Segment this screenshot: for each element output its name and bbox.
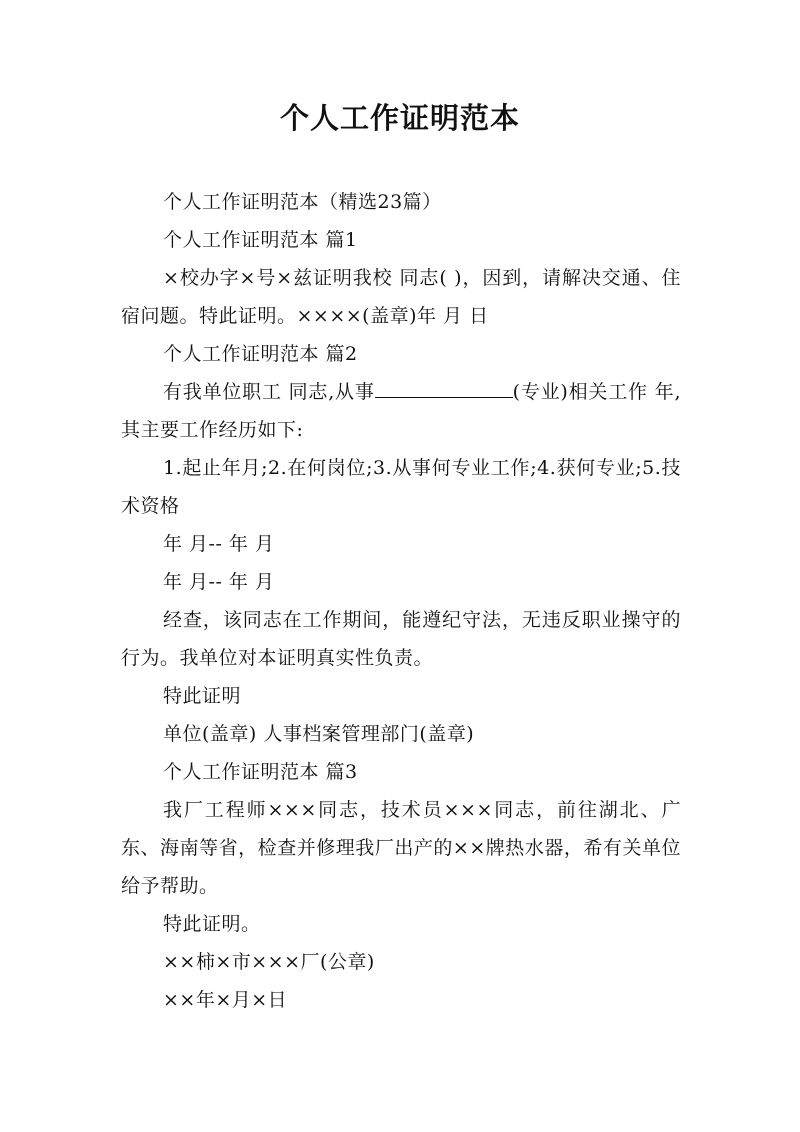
employment-text-before: 有我单位职工 同志,从事 — [163, 381, 375, 403]
factory-paragraph: 我厂工程师×××同志，技术员×××同志，前往湖北、广东、海南等省，检查并修理我厂出产的××牌热水器，希有关单位给予帮助。 — [121, 799, 681, 897]
date-line: ××年×月×日 — [163, 989, 288, 1011]
date-range-line-2: 年 月-- 年 月 — [163, 571, 275, 593]
document-title: 个人工作证明范本 — [279, 101, 520, 135]
factory-seal-line: ××柿×市×××厂(公章) — [163, 951, 375, 973]
certificate-paragraph-1: ×校办字×号×兹证明我校 同志( )，因到，请解决交通、住宿问题。特此证明。××××(盖章)年 月 日 — [121, 267, 681, 327]
seal-line: 单位(盖章) 人事档案管理部门(盖章) — [163, 723, 475, 745]
specialty-blank-line — [375, 379, 513, 398]
certify-line-1: 特此证明 — [163, 685, 242, 707]
section-heading-1: 个人工作证明范本 篇1 — [163, 229, 358, 251]
section-heading-3: 个人工作证明范本 篇3 — [163, 761, 358, 783]
document-body — [121, 183, 681, 1019]
verification-paragraph: 经查，该同志在工作期间，能遵纪守法，无违反职业操守的行为。我单位对本证明真实性负责。 — [121, 609, 681, 669]
section-heading-2: 个人工作证明范本 篇2 — [163, 343, 358, 365]
employment-text-after: (专业)相关工作 年,其主要工作经历如下: — [121, 381, 681, 441]
certify-line-2: 特此证明。 — [163, 913, 261, 935]
employment-paragraph — [121, 373, 681, 449]
work-history-items: 1.起止年月;2.在何岗位;3.从事何专业工作;4.获何专业;5.技术资格 — [121, 457, 681, 517]
date-range-line-1: 年 月-- 年 月 — [163, 533, 275, 555]
intro-heading: 个人工作证明范本（精选23篇） — [163, 191, 442, 213]
